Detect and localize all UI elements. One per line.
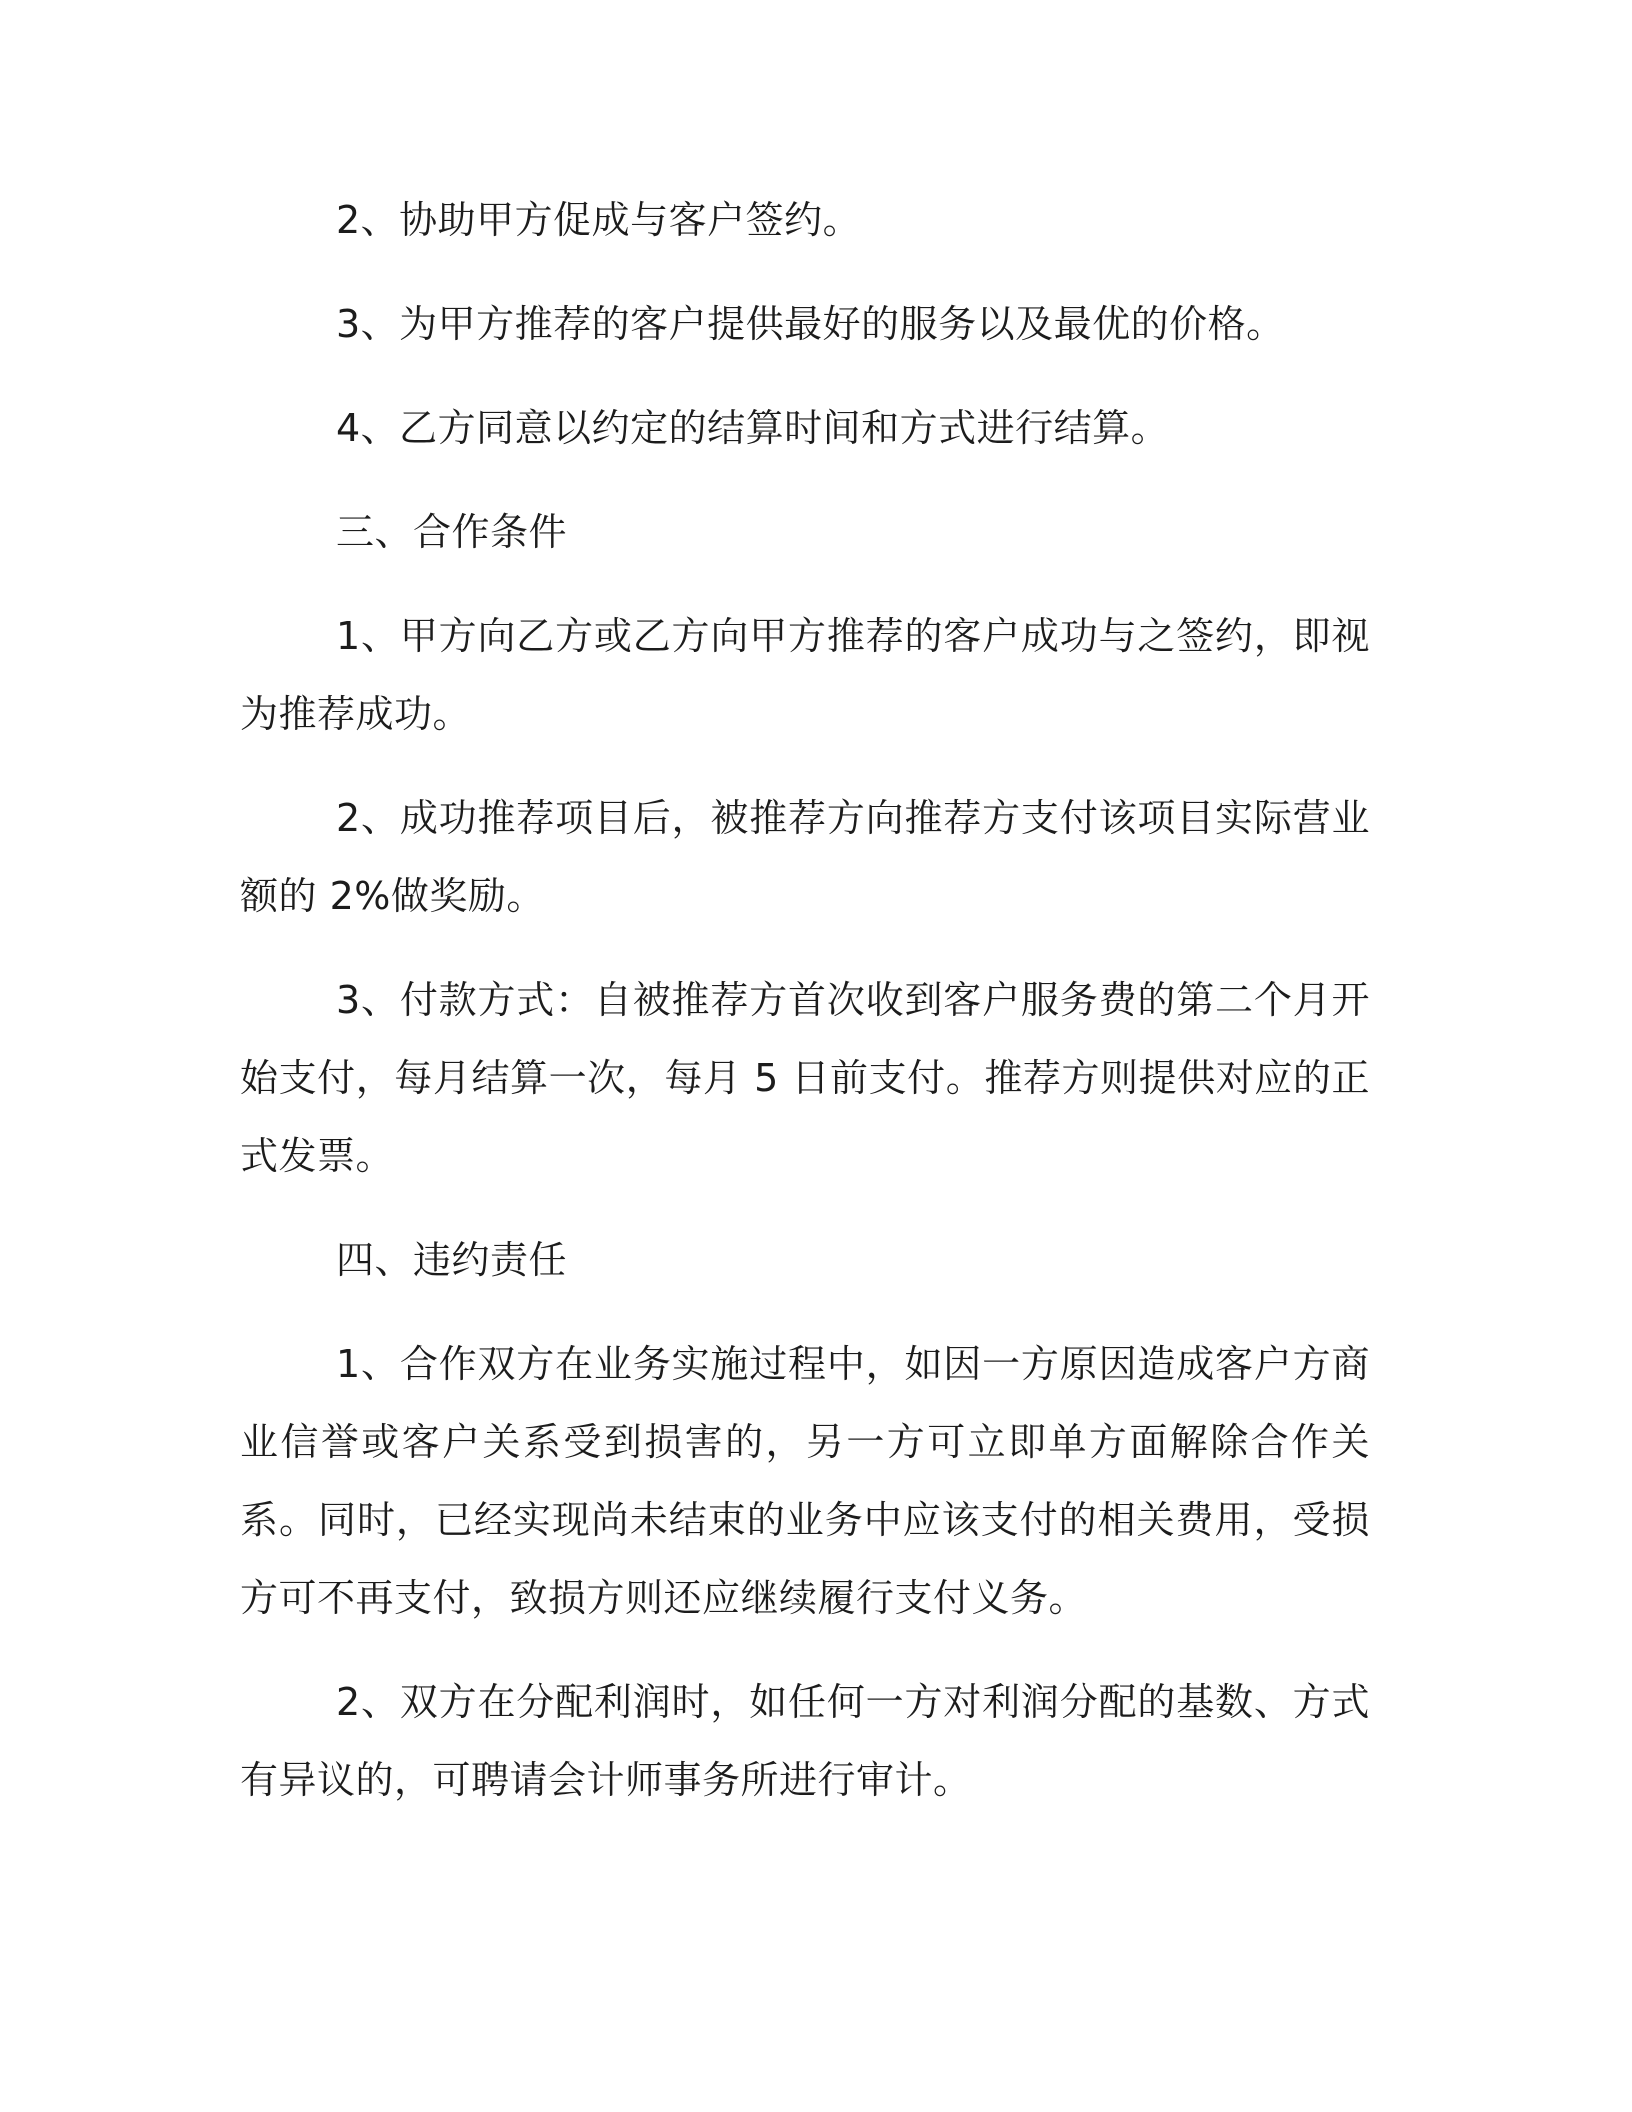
section-heading-breach-liability: 四、违约责任 xyxy=(336,1238,568,1282)
condition-1-referral-success: 1、甲方向乙方或乙方向甲方推荐的客户成功与之签约，即视为推荐成功。 xyxy=(240,614,1370,736)
condition-2-referral-reward: 2、成功推荐项目后，被推荐方向推荐方支付该项目实际营业额的 2%做奖励。 xyxy=(240,796,1370,918)
section-heading-cooperation-conditions: 三、合作条件 xyxy=(336,510,568,554)
clause-2-assist-signing: 2、协助甲方促成与客户签约。 xyxy=(336,198,862,242)
clause-3-best-service: 3、为甲方推荐的客户提供最好的服务以及最优的价格。 xyxy=(336,302,1285,346)
clause-4-settlement: 4、乙方同意以约定的结算时间和方式进行结算。 xyxy=(336,406,1170,450)
liability-1-termination: 1、合作双方在业务实施过程中，如因一方原因造成客户方商业信誉或客户关系受到损害的，另一方可立即单方面解除合作关系。同时，已经实现尚未结束的业务中应该支付的相关费用，受损方可不再支付，致损方则还应继续履行支付义务。 xyxy=(240,1342,1370,1620)
condition-3-payment-method: 3、付款方式：自被推荐方首次收到客户服务费的第二个月开始支付，每月结算一次，每月 5 日前支付。推荐方则提供对应的正式发票。 xyxy=(240,978,1370,1178)
liability-2-audit: 2、双方在分配利润时，如任何一方对利润分配的基数、方式有异议的，可聘请会计师事务所进行审计。 xyxy=(240,1680,1370,1802)
